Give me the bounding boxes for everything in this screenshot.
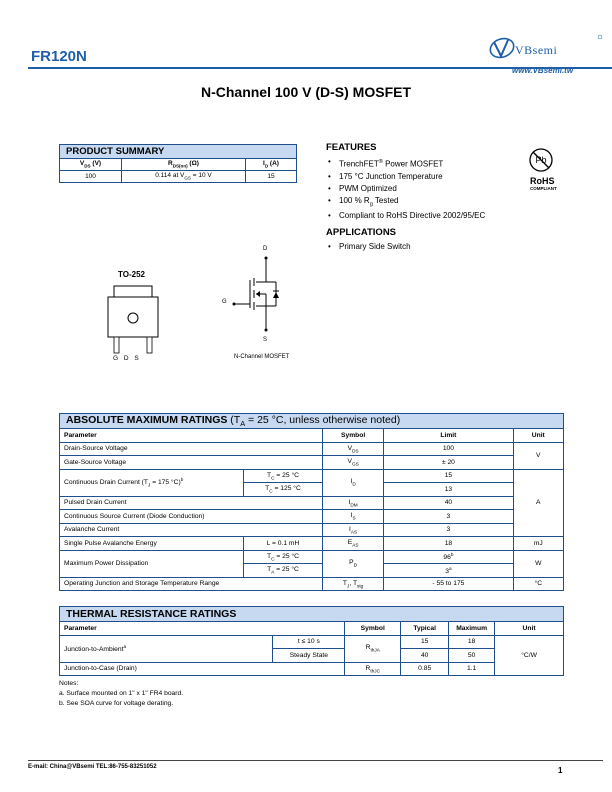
mosfet-caption: N-Channel MOSFET [234,354,290,360]
cond-10s: t ≤ 10 s [273,635,345,649]
cond-l: L = 0.1 mH [244,537,323,551]
feature-item: • 175 °C Junction Temperature [326,171,485,183]
rds-header: $R_{DS(on)}$ (Ω) [122,159,246,171]
feature-item: • PWM Optimized [326,183,485,195]
typ-rthja-ss: 40 [401,649,449,663]
max-rthjc: 1.1 [449,662,495,676]
unit-v: V [513,442,563,469]
limit-ias: 3 [384,523,513,537]
footer-rule [28,760,603,761]
note-b: b. See SOA curve for voltage derating. [59,700,174,707]
application-item: • Primary Side Switch [326,241,411,253]
vds-header: $V_{DS}$ (V) [60,159,122,171]
param-eas: Single Pulse Avalanche Energy [60,537,244,551]
param-rthjc: Junction-to-Case (Drain) [60,662,345,676]
sym-vds: $V_{DS}$ [322,442,383,456]
thermal-resistance-table [59,606,564,676]
footer-contact: E-mail: China@VBsemi TEL:86-755-83251052 [28,764,157,770]
unit-a: A [513,469,563,537]
features-heading: FEATURES [326,142,377,153]
applications-heading: APPLICATIONS [326,227,397,238]
document-title: N-Channel 100 V (D-S) MOSFET [200,84,412,100]
lead-free-icon [528,147,554,173]
col-parameter: Parameter [60,429,323,443]
param-vds: Drain-Source Voltage [60,442,323,456]
unit-w: W [513,550,563,577]
vds-value: 100 [60,171,122,183]
param-pd: Maximum Power Dissipation [60,550,244,577]
limit-pd-tc: 96$^b$ [384,550,513,564]
param-vgs: Gate-Source Voltage [60,456,323,470]
notes-title: Notes: [59,680,79,687]
part-number: FR120N [31,48,87,65]
sym-tj: $T_J$, $T_{stg}$ [322,577,383,591]
cond-pd-tc: $T_C = 25$ °C [244,550,323,564]
limit-is: 3 [384,510,513,524]
mosfet-symbol [218,244,296,344]
col-maximum: Maximum [449,622,495,636]
param-is: Continuous Source Current (Diode Conduction) [60,510,323,524]
page-number: 1 [558,766,563,775]
sym-vgs: $V_{GS}$ [322,456,383,470]
sym-rthjc: $R_{thJC}$ [345,662,401,676]
cond-tc125: $T_C = 125$ °C [244,483,323,497]
limit-eas: 18 [384,537,513,551]
typ-rthjc: 0.85 [401,662,449,676]
amr-title: ABSOLUTE MAXIMUM RATINGS ($T_A = 25$ °C, unless otherwise noted) [60,414,564,429]
col-unit: Unit [495,622,564,636]
notes [59,679,183,709]
product-summary-title: PRODUCT SUMMARY [60,145,297,159]
id-header: $I_D$ (A) [246,159,297,171]
package-name: TO-252 [118,270,145,279]
package-pins: G D S [113,355,139,362]
drain-label: D [263,246,268,252]
sym-eas: $E_{AS}$ [322,537,383,551]
sym-is: $I_S$ [322,510,383,524]
product-summary-table [59,144,297,183]
sym-idm: $I_{DM}$ [322,496,383,510]
cond-pd-ta: $T_A = 25$ °C [244,564,323,578]
unit-mj: mJ [513,537,563,551]
limit-id-25: 15 [384,469,513,483]
to252-package-drawing [104,280,164,360]
sym-pd: $P_D$ [322,550,383,577]
limit-tj: - 55 to 175 [384,577,513,591]
param-id: Continuous Drain Current ($T_J = 175$ °C)$^b$ [60,469,244,496]
limit-idm: 40 [384,496,513,510]
col-parameter: Parameter [60,622,345,636]
trr-title: THERMAL RESISTANCE RATINGS [60,607,564,622]
feature-item: • TrenchFET® Power MOSFET [326,156,485,171]
col-typical: Typical [401,622,449,636]
col-symbol: Symbol [345,622,401,636]
source-label: S [263,337,268,343]
limit-id-125: 13 [384,483,513,497]
cond-steady: Steady State [273,649,345,663]
col-limit: Limit [384,429,513,443]
website-link[interactable]: www.VBsemi.tw [512,66,574,75]
absolute-maximum-ratings-table [59,413,564,591]
note-a: a. Surface mounted on 1" x 1" FR4 board. [59,690,184,697]
max-rthja-ss: 50 [449,649,495,663]
param-ias: Avalanche Current [60,523,323,537]
rds-value: 0.114 at $V_{GS} = 10$ V [122,171,246,183]
limit-pd-ta: 3$^a$ [384,564,513,578]
gate-label: G [222,299,227,305]
limit-vds: 100 [384,442,513,456]
unit-cw: °C/W [495,635,564,676]
feature-item: • Compliant to RoHS Directive 2002/95/EC [326,210,485,222]
sym-ias: $I_{AS}$ [322,523,383,537]
param-idm: Pulsed Drain Current [60,496,323,510]
typ-rthja-10s: 15 [401,635,449,649]
sym-rthja: $R_{thJA}$ [345,635,401,662]
applications-list [326,241,411,253]
rohs-label: RoHS [530,176,555,186]
sym-id: $I_D$ [322,469,383,496]
features-list [326,156,485,222]
col-symbol: Symbol [322,429,383,443]
max-rthja-10s: 18 [449,635,495,649]
rohs-compliant: COMPLIANT [530,186,557,191]
col-unit: Unit [513,429,563,443]
param-rthja: Junction-to-Ambient$^a$ [60,635,273,662]
feature-item: • 100 % $R_g$ Tested [326,195,485,211]
brand-name: VBsemi [515,43,558,57]
limit-vgs: ± 20 [384,456,513,470]
pb-label: Pb [535,155,547,165]
id-value: 15 [246,171,297,183]
cond-tc25: $T_C = 25$ °C [244,469,323,483]
param-tj: Operating Junction and Storage Temperature Range [60,577,323,591]
unit-c: °C [513,577,563,591]
